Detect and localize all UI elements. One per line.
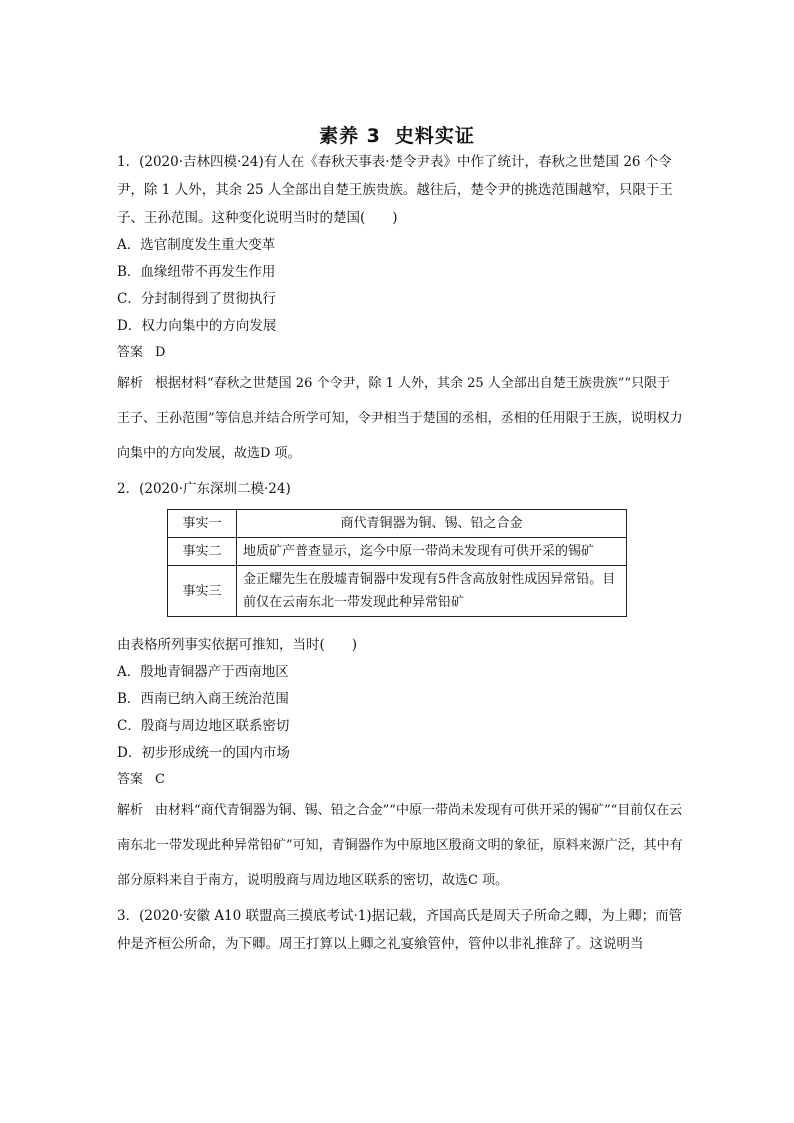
table-key: 事实二: [168, 538, 237, 566]
page-title: [0, 121, 794, 148]
table-row: [168, 538, 627, 566]
q1-answer-value: D: [155, 345, 166, 360]
table-value: 商代青铜器为铜、锡、铅之合金: [237, 510, 627, 538]
facts-table: [167, 509, 627, 617]
table-value: 金正耀先生在殷墟青铜器中发现有5件含高放射性成因异常铅。目前仅在云南东北一带发现此种异常铅矿: [237, 566, 627, 617]
table-row: [168, 510, 627, 538]
q1-analysis-text: 根据材料“春秋之世楚国 26 个令尹，除 1 人外，其余 25 人全部出自楚王族贵族”“只限于王子、王孙范围”等信息并结合所学可知，令尹相当于楚国的丞相，丞相的任用限于王族，说明权力向集中的方向发展，故选D 项。: [117, 376, 683, 461]
q2-option-a: A．殷地青铜器产于西南地区: [117, 664, 289, 680]
table-row: [168, 566, 627, 617]
q2-analysis-text: 由材料“商代青铜器为铜、锡、铅之合金”“中原一带尚未发现有可供开采的锡矿”“目前仅在云南东北一带发现此种异常铅矿”可知，青铜器作为中原地区殷商文明的象征，原料来源广泛，其中有部分原料来自于南方，说明殷商与周边地区联系的密切，故选C 项。: [117, 803, 683, 888]
q2-analysis-label: 解析: [117, 803, 144, 818]
title-part1: 素养 3: [319, 125, 381, 147]
q3-stem: 3．(2020·安徽 A10 联盟高三摸底考试·1)据记载，齐国高氏是周天子所命之卿，为上卿；而管仲是齐桓公所命，为下卿。周王打算以上卿之礼宴飨管仲，管仲以非礼推辞了。这说明当: [117, 908, 683, 952]
q2-answer: [117, 767, 683, 793]
title-part2: 史料实证: [394, 125, 475, 147]
q1-option-a: A．选官制度发生重大变革: [117, 237, 276, 253]
q2-option-d: D．初步形成统一的国内市场: [117, 745, 290, 761]
q2-analysis: [117, 793, 683, 898]
q1-option-b: B．血缘纽带不再发生作用: [117, 264, 276, 280]
table-key: 事实三: [168, 566, 237, 617]
table-value: 地质矿产普查显示，迄今中原一带尚未发现有可供开采的锡矿: [237, 538, 627, 566]
q1-answer: [117, 340, 683, 366]
q2-stem: 2．(2020·广东深圳二模·24): [117, 481, 291, 497]
q1-answer-label: 答案: [117, 345, 144, 360]
q2-option-c: C．殷商与周边地区联系密切: [117, 718, 290, 734]
q2-answer-label: 答案: [117, 772, 144, 787]
q2-option-b: B．西南已纳入商王统治范围: [117, 691, 289, 707]
q1-option-d: D．权力向集中的方向发展: [117, 318, 277, 334]
q1-option-c: C．分封制得到了贯彻执行: [117, 291, 276, 307]
q1-analysis-label: 解析: [117, 376, 144, 391]
q2-question: 由表格所列事实依据可推知，当时( ): [117, 637, 358, 653]
q1-stem: 1．(2020·吉林四模·24)有人在《春秋天事表·楚令尹表》中作了统计，春秋之世楚国 26 个令尹，除 1 人外，其余 25 人全部出自楚王族贵族。越往后，楚令尹的挑选范围越窄，只限于王子、王孙范围。这种变化说明当时的楚国( ): [117, 154, 673, 226]
q1-analysis: [117, 366, 683, 471]
table-key: 事实一: [168, 510, 237, 538]
q2-answer-value: C: [155, 772, 165, 787]
content: [117, 148, 683, 958]
